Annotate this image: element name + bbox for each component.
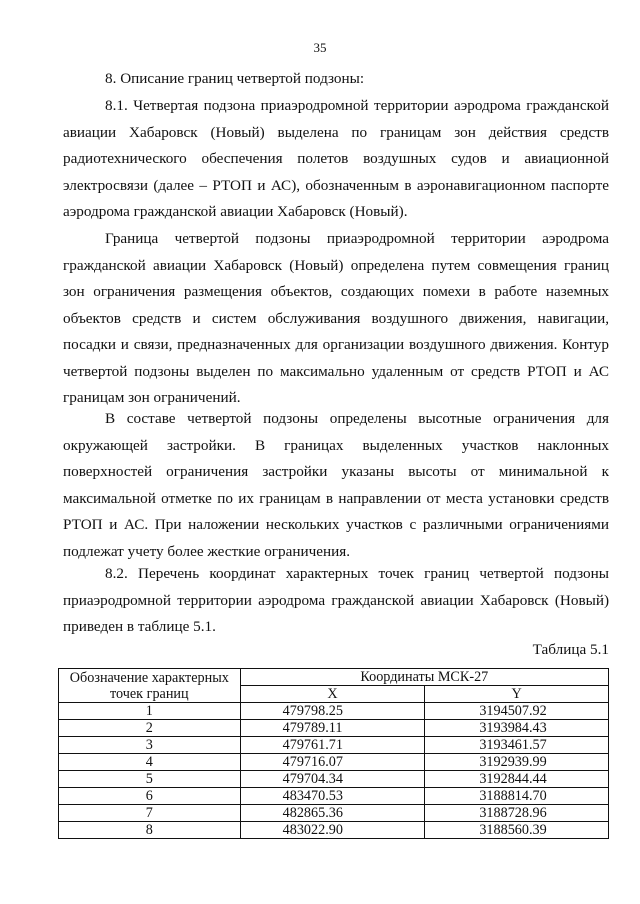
table-caption: Таблица 5.1 [532,641,609,658]
paragraph-height-limits [63,406,609,565]
y-cell: 3192844.44 [425,771,609,788]
table-row [59,822,609,839]
y-cell: 3188728.96 [425,805,609,822]
paragraph-text: Граница четвертой подзоны приаэродромной территории аэродрома гражданской авиации Хабаровск (Новый) определена путем совмещения границ зон ограничения размещения объектов, создающих помехи в работе наземных объектов средств и систем обслуживания воздушного движения, навигации, посадки и связи, предназначенных для организации воздушного движения. Контур четвертой подзоны выделен по максимально удаленным от средств РТОП и АС границам зон ограничений. [63,230,609,406]
table-row [59,788,609,805]
point-cell: 4 [59,754,241,771]
y-cell: 3193461.57 [425,737,609,754]
x-cell: 482865.36 [240,805,425,822]
section-heading [63,66,609,93]
table-row [59,805,609,822]
header-points: Обозначение характерных точек границ [59,669,241,703]
table-row [59,771,609,788]
point-cell: 7 [59,805,241,822]
point-cell: 2 [59,720,241,737]
x-cell: 479789.11 [240,720,425,737]
y-cell: 3193984.43 [425,720,609,737]
table-row [59,720,609,737]
y-cell: 3188814.70 [425,788,609,805]
header-coords: Координаты МСК-27 [240,669,608,686]
table-header-row [59,669,609,686]
page-number: 35 [313,40,327,55]
x-cell: 483022.90 [240,822,425,839]
point-cell: 5 [59,771,241,788]
paragraph-boundary [63,226,609,412]
y-cell: 3194507.92 [425,703,609,720]
paragraph-8-1 [63,93,609,226]
x-cell: 479798.25 [240,703,425,720]
section-heading-text: 8. Описание границ четвертой подзоны: [105,70,365,87]
header-y: Y [425,686,609,703]
table-row [59,737,609,754]
paragraph-text: 8.1. Четвертая подзона приаэродромной территории аэродрома гражданской авиации Хабаровск (Новый) выделена по границам зон действия средств радиотехнического обеспечения полетов воздушных судов и авиационной электросвязи (далее – РТОП и АС), обозначенным в аэронавигационном паспорте аэродрома гражданской авиации Хабаровск (Новый). [63,97,609,220]
point-cell: 3 [59,737,241,754]
y-cell: 3192939.99 [425,754,609,771]
x-cell: 479761.71 [240,737,425,754]
point-cell: 1 [59,703,241,720]
paragraph-8-2 [63,561,609,641]
y-cell: 3188560.39 [425,822,609,839]
point-cell: 6 [59,788,241,805]
paragraph-text: В составе четвертой подзоны определены высотные ограничения для окружающей застройки. В границах выделенных участков наклонных поверхностей ограничения застройки указаны высоты от минимальной к максимальной отметке по их границам в направлении от места установки средств РТОП и АС. При наложении нескольких участков с различными ограничениями подлежат учету более жесткие ограничения. [63,410,609,560]
coordinates-table [58,668,609,839]
table-row [59,703,609,720]
header-x: X [240,686,425,703]
x-cell: 483470.53 [240,788,425,805]
x-cell: 479704.34 [240,771,425,788]
point-cell: 8 [59,822,241,839]
paragraph-text: 8.2. Перечень координат характерных точек границ четвертой подзоны приаэродромной территории аэродрома гражданской авиации Хабаровск (Новый) приведен в таблице 5.1. [63,565,609,635]
x-cell: 479716.07 [240,754,425,771]
table-row [59,754,609,771]
